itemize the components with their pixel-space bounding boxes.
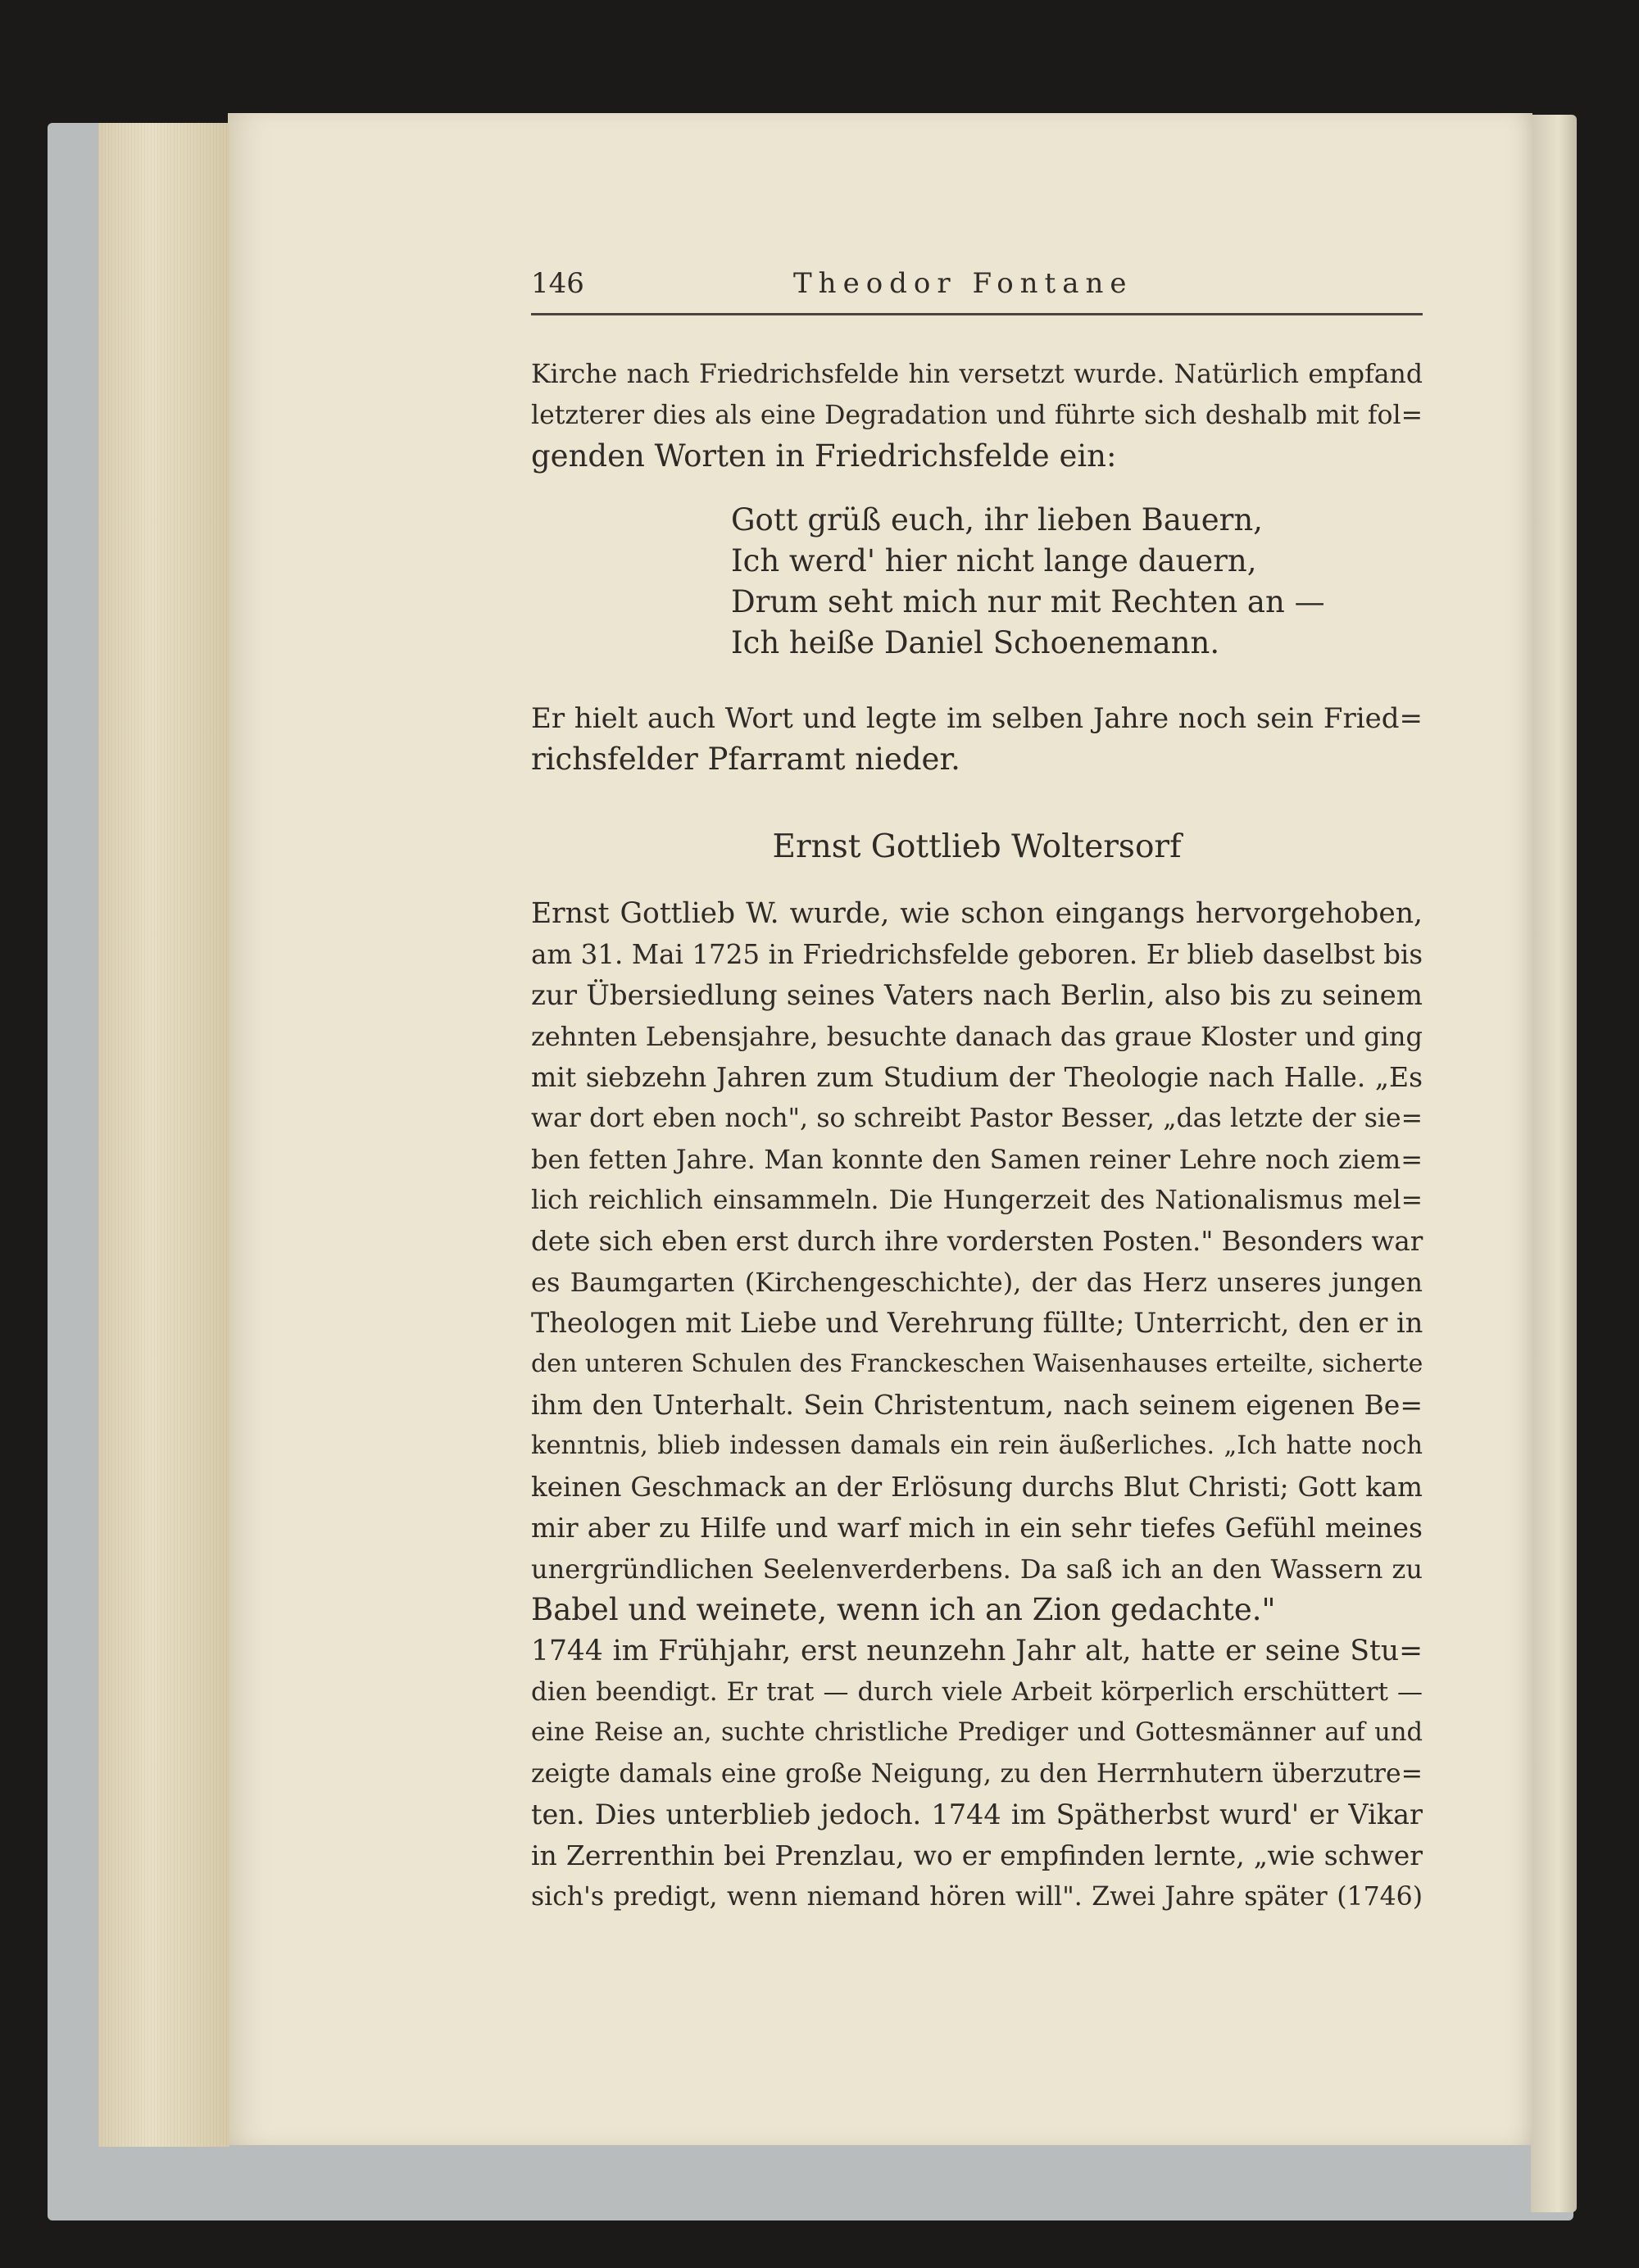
text-line: mir aber zu Hilfe und warf mich in ein sehr tiefes Gefühl meines	[531, 1512, 1423, 1544]
text-line: ten. Dies unterblieb jedoch. 1744 im Spätherbst wurd' er Vikar	[531, 1799, 1423, 1830]
text-line: war dort eben noch", so schreibt Pastor Besser, „das letzte der sie=	[531, 1104, 1423, 1133]
verse-line: Drum seht mich nur mit Rechten an —	[731, 584, 1325, 619]
verse-line: Gott grüß euch, ihr lieben Bauern,	[731, 502, 1263, 538]
text-line: eine Reise an, suchte christliche Prediger und Gottesmänner auf und	[531, 1718, 1423, 1747]
text-line: am 31. Mai 1725 in Friedrichsfelde geboren. Er blieb daselbst bis	[531, 939, 1423, 970]
text-line: keinen Geschmack an der Erlösung durchs Blut Christi; Gott kam	[531, 1472, 1423, 1503]
verse-line: Ich werd' hier nicht lange dauern,	[731, 543, 1257, 578]
section-title: Ernst Gottlieb Woltersorf	[772, 828, 1182, 865]
page-header	[531, 262, 1423, 315]
text-line: ihm den Unterhalt. Sein Christentum, nach seinem eigenen Be=	[531, 1389, 1423, 1421]
text-line: lich reichlich einsammeln. Die Hungerzeit des Nationalismus mel=	[531, 1186, 1423, 1215]
intro-paragraph	[531, 354, 1423, 477]
text-line: letzterer dies als eine Degradation und führte sich deshalb mit fol=	[531, 401, 1423, 430]
text-line: den unteren Schulen des Franckeschen Waisenhauses erteilte, sicherte	[531, 1349, 1423, 1378]
verse-line: Ich heiße Daniel Schoenemann.	[731, 625, 1220, 660]
text-line: Theologen mit Liebe und Verehrung füllte; Unterricht, den er in	[531, 1307, 1423, 1339]
page-number: 146	[531, 267, 584, 300]
text-line: Babel und weinete, wenn ich an Zion gedachte."	[531, 1592, 1276, 1627]
text-line: zur Übersiedlung seines Vaters nach Berlin, also bis zu seinem	[531, 979, 1423, 1012]
page-block-edge	[98, 123, 229, 2147]
paragraph-2	[531, 1631, 1423, 1917]
text-line: kenntnis, blieb indessen damals ein rein äußerliches. „Ich hatte noch	[531, 1431, 1423, 1460]
text-line: Kirche nach Friedrichsfelde hin versetzt wurde. Natürlich empfand	[531, 360, 1423, 389]
text-line: dien beendigt. Er trat — durch viele Arbeit körperlich erschüttert —	[531, 1677, 1423, 1707]
text-line: zehnten Lebensjahre, besuchte danach das graue Kloster und ging	[531, 1021, 1423, 1052]
text-line: zeigte damals eine große Neigung, zu den Herrnhutern überzutre=	[531, 1759, 1423, 1789]
next-page-edge	[1531, 115, 1577, 2212]
text-line: es Baumgarten (Kirchengeschichte), der das Herz unseres jungen	[531, 1267, 1423, 1298]
text-line: Er hielt auch Wort und legte im selben Jahre noch sein Fried=	[531, 702, 1423, 735]
text-line: richsfelder Pfarramt nieder.	[531, 742, 960, 777]
running-title: Theodor Fontane	[793, 267, 1133, 300]
verse	[731, 500, 1325, 664]
text-line: mit siebzehn Jahren zum Studium der Theologie nach Halle. „Es	[531, 1061, 1423, 1093]
paragraph-1	[531, 893, 1423, 1631]
after-verse-paragraph	[531, 698, 1423, 780]
text-line: genden Worten in Friedrichsfelde ein:	[531, 438, 1117, 474]
text-line: ben fetten Jahre. Man konnte den Samen reiner Lehre noch ziem=	[531, 1144, 1423, 1175]
text-line: unergründlichen Seelenverderbens. Da saß ich an den Wassern zu	[531, 1554, 1423, 1585]
text-line: 1744 im Frühjahr, erst neunzehn Jahr alt, hatte er seine Stu=	[531, 1635, 1423, 1667]
text-line: dete sich eben erst durch ihre vordersten Posten." Besonders war	[531, 1226, 1423, 1257]
text-line: Ernst Gottlieb W. wurde, wie schon eingangs hervorgehoben,	[531, 897, 1423, 930]
text-line: sich's predigt, wenn niemand hören will". Zwei Jahre später (1746)	[531, 1882, 1423, 1912]
text-line: in Zerrenthin bei Prenzlau, wo er empfinden lernte, „wie schwer	[531, 1839, 1423, 1871]
